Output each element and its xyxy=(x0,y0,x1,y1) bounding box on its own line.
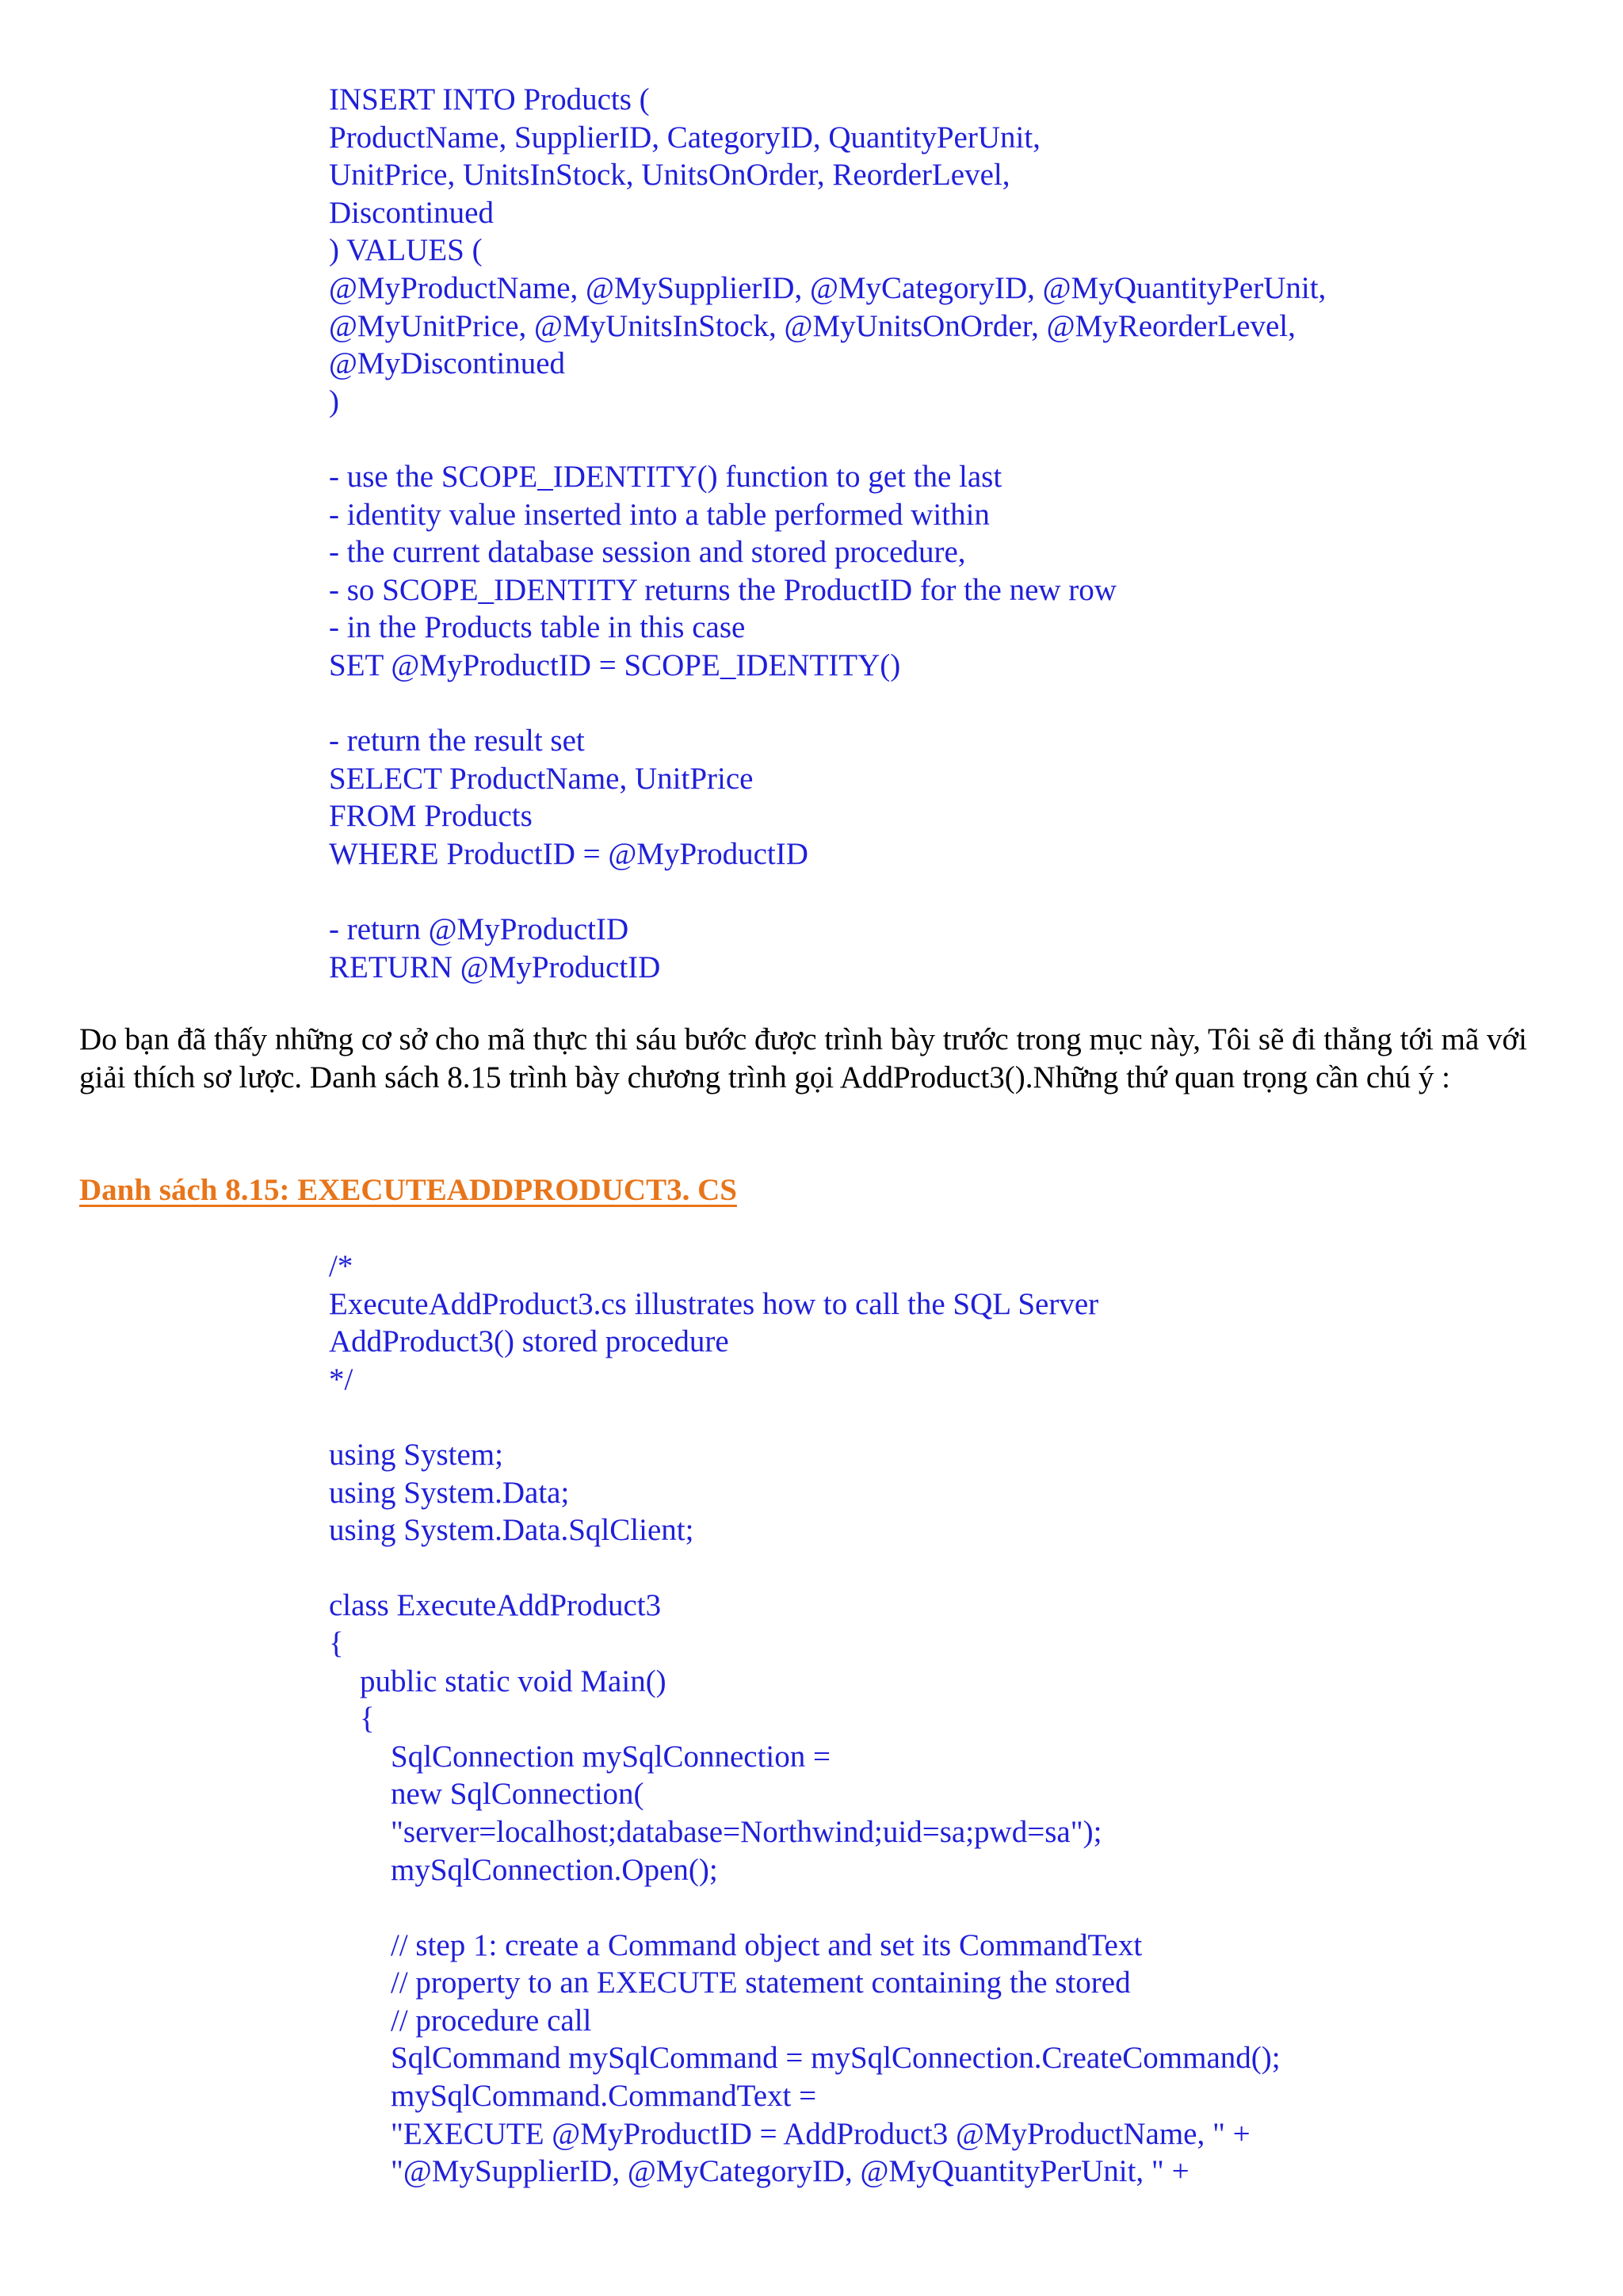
code-line: UnitPrice, UnitsInStock, UnitsOnOrder, ReorderLevel, xyxy=(329,158,1010,193)
code-line: /* xyxy=(329,1249,353,1283)
code-line: - so SCOPE_IDENTITY returns the ProductID for the new row xyxy=(329,572,1117,607)
code-line: WHERE ProductID = @MyProductID xyxy=(329,836,808,871)
csharp-code-block xyxy=(329,1247,1281,2191)
code-line: RETURN @MyProductID xyxy=(329,949,661,984)
code-line: @MyProductName, @MySupplierID, @MyCategoryID, @MyQuantityPerUnit, xyxy=(329,270,1327,305)
code-line xyxy=(329,420,1326,458)
code-line: using System; xyxy=(329,1437,503,1472)
code-line xyxy=(329,1398,1281,1436)
code-line: - in the Products table in this case xyxy=(329,610,746,645)
code-line xyxy=(329,1549,1281,1587)
code-line: // procedure call xyxy=(329,2003,592,2038)
code-line: ExecuteAddProduct3.cs illustrates how to call the SQL Server xyxy=(329,1286,1099,1321)
code-line: AddProduct3() stored procedure xyxy=(329,1324,729,1359)
code-line: - identity value inserted into a table performed within xyxy=(329,497,990,532)
code-line: { xyxy=(329,1702,375,1736)
code-line: "@MySupplierID, @MyCategoryID, @MyQuantityPerUnit, " + xyxy=(329,2154,1190,2189)
code-line: @MyUnitPrice, @MyUnitsInStock, @MyUnitsOnOrder, @MyReorderLevel, xyxy=(329,308,1296,343)
code-line: "server=localhost;database=Northwind;uid=sa;pwd=sa"); xyxy=(329,1814,1102,1849)
code-line: - return @MyProductID xyxy=(329,912,629,947)
code-line xyxy=(329,873,1326,911)
code-line: using System.Data.SqlClient; xyxy=(329,1513,694,1548)
listing-heading: Danh sách 8.15: EXECUTEADDPRODUCT3. CS xyxy=(79,1173,737,1207)
sql-code-block xyxy=(329,81,1326,986)
code-line: using System.Data; xyxy=(329,1475,570,1510)
code-line xyxy=(329,1889,1281,1927)
code-line xyxy=(329,685,1326,723)
code-line: @MyDiscontinued xyxy=(329,346,566,381)
code-line: SELECT ProductName, UnitPrice xyxy=(329,761,754,796)
code-line: FROM Products xyxy=(329,799,533,834)
code-line: - the current database session and stored procedure, xyxy=(329,535,966,570)
code-line: // step 1: create a Command object and set its CommandText xyxy=(329,1927,1143,1962)
code-line: - use the SCOPE_IDENTITY() function to get the last xyxy=(329,459,1002,494)
code-line: new SqlConnection( xyxy=(329,1777,644,1812)
code-line: - return the result set xyxy=(329,724,585,758)
code-line: SqlCommand mySqlCommand = mySqlConnection.CreateCommand(); xyxy=(329,2041,1281,2076)
code-line: // property to an EXECUTE statement containing the stored xyxy=(329,1966,1131,2000)
code-line: public static void Main() xyxy=(329,1664,666,1698)
code-line: ProductName, SupplierID, CategoryID, QuantityPerUnit, xyxy=(329,120,1041,155)
code-line: mySqlCommand.CommandText = xyxy=(329,2079,817,2114)
code-line: "EXECUTE @MyProductID = AddProduct3 @MyProductName, " + xyxy=(329,2116,1251,2151)
code-line: SET @MyProductID = SCOPE_IDENTITY() xyxy=(329,648,901,682)
code-line: ) xyxy=(329,384,339,418)
body-paragraph: Do bạn đã thấy những cơ sở cho mã thực thi sáu bước được trình bày trước trong mục này, Tôi sẽ đi thẳng tới mã với giải thích sơ lược. Danh sách 8.15 trình bày chương trình gọi AddProduct3().Những thứ quan trọng cần chú ý : xyxy=(79,1022,1528,1095)
code-line: INSERT INTO Products ( xyxy=(329,82,650,117)
code-line: ) VALUES ( xyxy=(329,233,483,268)
code-line: */ xyxy=(329,1362,353,1396)
code-line: SqlConnection mySqlConnection = xyxy=(329,1739,831,1774)
code-line: { xyxy=(329,1626,344,1660)
code-line: Discontinued xyxy=(329,195,494,230)
code-line: mySqlConnection.Open(); xyxy=(329,1852,718,1887)
code-line: class ExecuteAddProduct3 xyxy=(329,1588,662,1623)
